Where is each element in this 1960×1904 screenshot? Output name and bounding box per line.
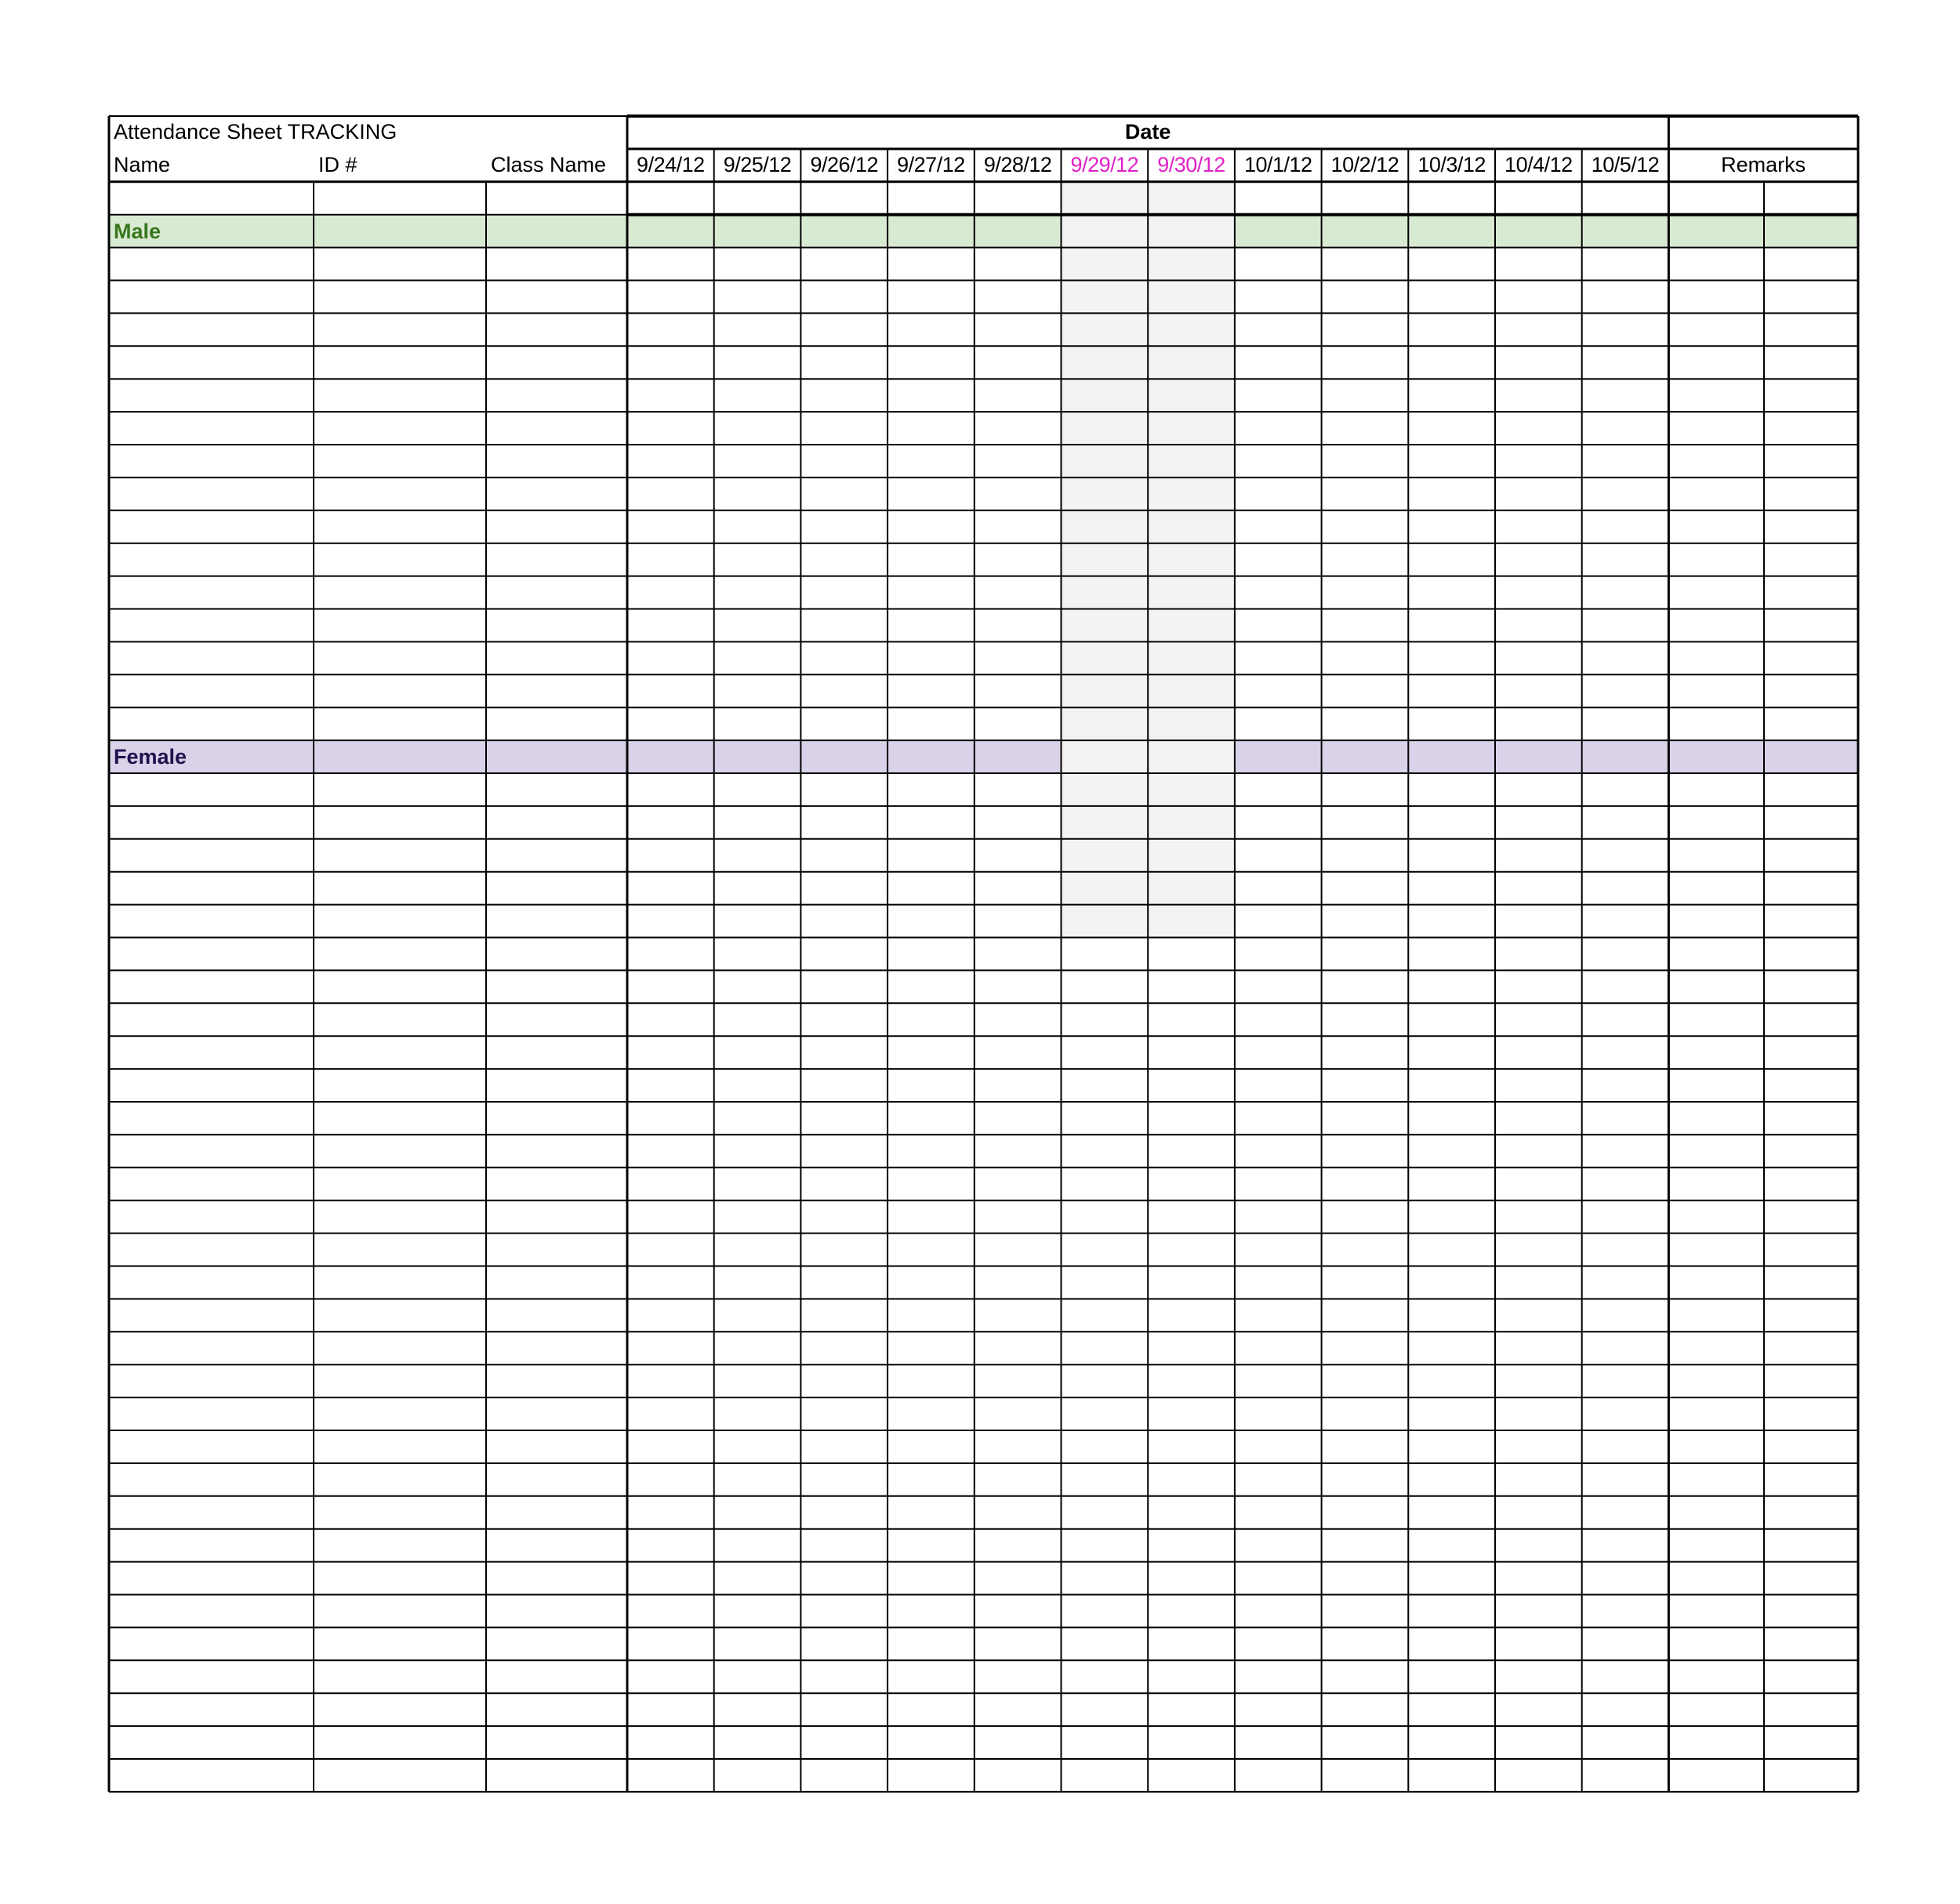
- date-column-header: 10/2/12: [1330, 152, 1399, 176]
- date-column-header: 9/25/12: [723, 152, 792, 176]
- date-column-header: 9/29/12: [1070, 152, 1139, 176]
- date-column-header: 9/28/12: [983, 152, 1052, 176]
- date-header: Date: [1124, 120, 1171, 144]
- date-column-header: 10/5/12: [1591, 152, 1660, 176]
- remarks-header: Remarks: [1721, 152, 1806, 176]
- date-column-header: 9/26/12: [810, 152, 879, 176]
- section-label-female: Female: [114, 745, 187, 769]
- id-column-header: ID #: [318, 152, 358, 176]
- sheet-title: Attendance Sheet TRACKING: [114, 120, 397, 144]
- section-band-female: [109, 740, 1858, 773]
- weekend-column-fill: [1148, 182, 1235, 938]
- date-column-header: 10/1/12: [1243, 152, 1312, 176]
- class-name-column-header: Class Name: [491, 152, 607, 176]
- section-band-male: [109, 215, 1858, 248]
- section-label-male: Male: [114, 219, 162, 243]
- date-column-header: 9/24/12: [637, 152, 705, 176]
- date-column-header: 10/3/12: [1417, 152, 1486, 176]
- date-column-header: 10/4/12: [1504, 152, 1573, 176]
- date-column-header: 9/27/12: [897, 152, 965, 176]
- name-column-header: Name: [114, 152, 171, 176]
- weekend-column-fill: [1062, 182, 1149, 938]
- date-column-header: 9/30/12: [1157, 152, 1225, 176]
